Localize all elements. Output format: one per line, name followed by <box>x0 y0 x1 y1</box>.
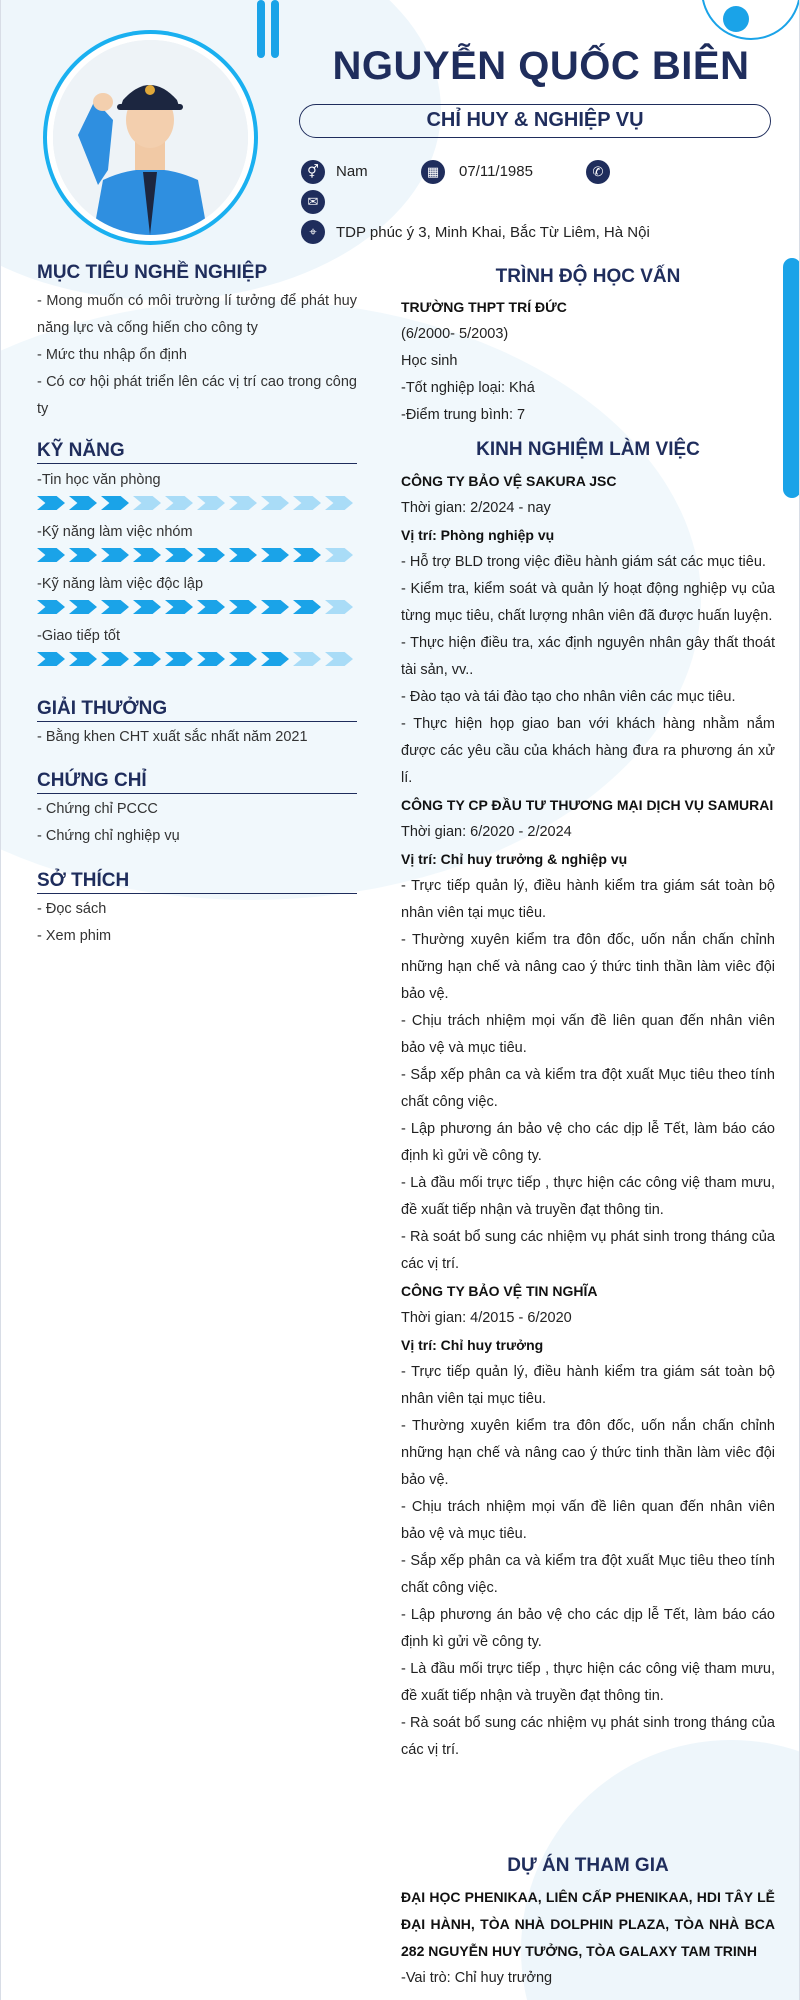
duty-item: - Thường xuyên kiểm tra đôn đốc, uốn nắn chấn chỉnh những hạn chế và nâng cao ý thức tinh thần làm viêc đội bảo vệ. <box>401 932 775 1002</box>
projects-section <box>401 1884 775 1992</box>
skill-level <box>37 652 357 670</box>
job-time: Thời gian: 6/2020 - 2/2024 <box>401 824 572 840</box>
skill-arrow-empty <box>293 652 321 666</box>
list-item: -Điểm trung bình: 7 <box>401 407 526 423</box>
duty-item: - Thực hiện họp giao ban với khách hàng nhằm nắm được các yêu cầu của khách hàng đưa ra phương án xử lí. <box>401 716 775 786</box>
experience-section <box>401 468 775 1764</box>
skill-arrow-filled <box>37 652 65 666</box>
skill-arrow-filled <box>293 548 321 562</box>
duty-item: - Thực hiện điều tra, xác định nguyên nhân gây thất thoát tài sản, vv.. <box>401 635 775 678</box>
hobbies-heading: SỞ THÍCH <box>37 870 357 894</box>
skill-arrow-filled <box>261 600 289 614</box>
certificates-heading: CHỨNG CHỈ <box>37 770 357 794</box>
project-role: -Vai trò: Chỉ huy trưởng <box>401 1970 553 1986</box>
skill-arrow-filled <box>197 600 225 614</box>
skill-arrow-filled <box>133 652 161 666</box>
skill-label: -Kỹ năng làm việc độc lập <box>37 576 204 592</box>
list-item: - Có cơ hội phát triển lên các vị trí cao trong công ty <box>37 374 357 417</box>
decor-bar <box>271 0 279 58</box>
duty-item: - Thường xuyên kiểm tra đôn đốc, uốn nắn chấn chỉnh những hạn chế và nâng cao ý thức tinh thần làm viêc đội bảo vệ. <box>401 1418 775 1488</box>
duty-item: - Rà soát bổ sung các nhiệm vụ phát sinh trong tháng của các vị trí. <box>401 1715 775 1758</box>
skill-label: -Kỹ năng làm việc nhóm <box>37 524 193 540</box>
list-item: - Chứng chỉ PCCC <box>37 801 158 817</box>
email-icon: ✉ <box>301 190 325 214</box>
skill-arrow-filled <box>229 600 257 614</box>
skill-arrow-empty <box>325 548 353 562</box>
list-item: - Mức thu nhập ổn định <box>37 347 187 363</box>
location-icon: ⌖ <box>301 220 325 244</box>
skill-arrow-filled <box>101 600 129 614</box>
list-item: - Xem phim <box>37 928 112 944</box>
avatar <box>47 34 254 241</box>
duty-item: - Trực tiếp quản lý, điều hành kiểm tra giám sát toàn bộ nhân viên tại mục tiêu. <box>401 1364 775 1407</box>
skill-arrow-filled <box>69 652 97 666</box>
skills-heading: KỸ NĂNG <box>37 440 357 464</box>
list-item: - Chứng chỉ nghiệp vụ <box>37 828 180 844</box>
objective-list <box>37 288 357 423</box>
duty-item: - Hỗ trợ BLD trong việc điều hành giám sát các mục tiêu. <box>401 554 766 570</box>
duty-item: - Chịu trách nhiệm mọi vấn đề liên quan đến nhân viên bảo vệ và mục tiêu. <box>401 1013 775 1056</box>
skill-arrow-empty <box>325 600 353 614</box>
projects-heading: DỰ ÁN THAM GIA <box>507 1855 669 1876</box>
skill-arrow-filled <box>261 548 289 562</box>
school-role: Học sinh <box>401 353 458 369</box>
skill-arrow-filled <box>69 600 97 614</box>
skill-arrow-filled <box>165 652 193 666</box>
decor-arc <box>701 0 800 40</box>
skill-arrow-filled <box>197 548 225 562</box>
list-item: -Tốt nghiệp loại: Khá <box>401 380 535 396</box>
guard-illustration <box>53 40 248 235</box>
skill-arrow-filled <box>69 496 97 510</box>
duty-item: - Kiểm tra, kiểm soát và quản lý hoạt động nghiệp vụ của từng mục tiêu, chất lượng nhân viên đã được huấn luyện. <box>401 581 775 624</box>
company-name: CÔNG TY BẢO VỆ SAKURA JSC <box>401 473 617 489</box>
project-name: ĐẠI HỌC PHENIKAA, LIÊN CẤP PHENIKAA, HDI TÂY LỄ ĐẠI HÀNH, TÒA NHÀ DOLPHIN PLAZA, TÒA NHÀ BCA 282 NGUYỄN HUY TƯỞNG, TÒA GALAXY TAM TRINH <box>401 1889 775 1959</box>
skill-arrow-empty <box>229 496 257 510</box>
company-name: CÔNG TY BẢO VỆ TIN NGHĨA <box>401 1283 598 1299</box>
skill-arrow-filled <box>165 548 193 562</box>
objective-heading: MỤC TIÊU NGHỀ NGHIỆP <box>37 262 268 283</box>
job-time: Thời gian: 4/2015 - 6/2020 <box>401 1310 572 1326</box>
skill-arrow-filled <box>261 652 289 666</box>
list-item: - Đọc sách <box>37 901 107 917</box>
skill-arrow-empty <box>197 496 225 510</box>
skill-arrow-filled <box>133 548 161 562</box>
skill-arrow-filled <box>101 496 129 510</box>
company-name: CÔNG TY CP ĐẦU TƯ THƯƠNG MẠI DỊCH VỤ SAMURAI <box>401 797 774 813</box>
skill-arrow-filled <box>37 496 65 510</box>
awards-list <box>37 724 357 751</box>
certificates-list <box>37 796 357 850</box>
gender-value: Nam <box>336 163 368 180</box>
skill-arrow-empty <box>165 496 193 510</box>
skill-arrow-filled <box>229 652 257 666</box>
duty-item: - Sắp xếp phân ca và kiểm tra đột xuất Mục tiêu theo tính chất công việc. <box>401 1067 775 1110</box>
hobbies-list <box>37 896 357 950</box>
duty-item: - Đào tạo và tái đào tạo cho nhân viên các mục tiêu. <box>401 689 736 705</box>
calendar-icon: ▦ <box>421 160 445 184</box>
skill-arrow-filled <box>133 600 161 614</box>
avatar-image <box>53 40 248 235</box>
skill-level <box>37 548 357 566</box>
skill-arrow-filled <box>229 548 257 562</box>
list-item: - Bằng khen CHT xuất sắc nhất năm 2021 <box>37 729 308 745</box>
skill-label: -Tin học văn phòng <box>37 472 161 488</box>
skill-arrow-filled <box>101 548 129 562</box>
duty-item: - Lập phương án bảo vệ cho các dịp lễ Tết, làm báo cáo định kì gửi về công ty. <box>401 1607 775 1650</box>
duty-item: - Sắp xếp phân ca và kiểm tra đột xuất Mục tiêu theo tính chất công việc. <box>401 1553 775 1596</box>
skill-arrow-filled <box>165 600 193 614</box>
decor-bar <box>783 258 800 498</box>
decor-bar <box>257 0 265 58</box>
skill-arrow-empty <box>133 496 161 510</box>
skill-arrow-empty <box>261 496 289 510</box>
education-section <box>401 294 775 429</box>
duty-item: - Là đầu mối trực tiếp , thực hiện các công việ tham mưu, đề xuất tiếp nhận và truyền đạt thông tin. <box>401 1661 775 1704</box>
awards-heading: GIẢI THƯỞNG <box>37 698 357 722</box>
experience-heading: KINH NGHIỆM LÀM VIỆC <box>476 439 700 460</box>
page-title: NGUYỄN QUỐC BIÊN <box>332 44 750 88</box>
job-position: Vị trí: Phòng nghiệp vụ <box>401 527 555 543</box>
job-position: Vị trí: Chỉ huy trưởng & nghiệp vụ <box>401 851 628 867</box>
skill-arrow-filled <box>37 548 65 562</box>
school-period: (6/2000- 5/2003) <box>401 326 509 342</box>
duty-item: - Rà soát bổ sung các nhiệm vụ phát sinh trong tháng của các vị trí. <box>401 1229 775 1272</box>
phone-icon: ✆ <box>586 160 610 184</box>
job-position: Vị trí: Chỉ huy trưởng <box>401 1337 544 1353</box>
skill-arrow-filled <box>293 600 321 614</box>
gender-icon: ⚥ <box>301 160 325 184</box>
position-title: CHỈ HUY & NGHIỆP VỤ <box>299 104 771 138</box>
skill-arrow-filled <box>197 652 225 666</box>
skill-item <box>37 624 357 670</box>
duty-item: - Là đầu mối trực tiếp , thực hiện các công việ tham mưu, đề xuất tiếp nhận và truyền đạt thông tin. <box>401 1175 775 1218</box>
skill-arrow-filled <box>37 600 65 614</box>
skill-arrow-empty <box>325 496 353 510</box>
skill-item <box>37 572 357 618</box>
skill-arrow-filled <box>69 548 97 562</box>
list-item: - Mong muốn có môi trường lí tưởng để phát huy năng lực và cống hiến cho công ty <box>37 293 357 336</box>
job-time: Thời gian: 2/2024 - nay <box>401 500 551 516</box>
skill-level <box>37 496 357 514</box>
skill-level <box>37 600 357 618</box>
school-name: TRƯỜNG THPT TRÍ ĐỨC <box>401 299 567 315</box>
skill-item <box>37 468 357 514</box>
skill-arrow-empty <box>293 496 321 510</box>
skill-item <box>37 520 357 566</box>
duty-item: - Trực tiếp quản lý, điều hành kiểm tra giám sát toàn bộ nhân viên tại mục tiêu. <box>401 878 775 921</box>
education-heading: TRÌNH ĐỘ HỌC VẤN <box>495 266 681 287</box>
address-value: TDP phúc ý 3, Minh Khai, Bắc Từ Liêm, Hà Nội <box>336 224 650 241</box>
skill-arrow-filled <box>101 652 129 666</box>
skill-label: -Giao tiếp tốt <box>37 628 121 644</box>
skills-list <box>37 468 357 676</box>
duty-item: - Lập phương án bảo vệ cho các dịp lễ Tết, làm báo cáo định kì gửi về công ty. <box>401 1121 775 1164</box>
dob-value: 07/11/1985 <box>459 163 533 180</box>
skill-arrow-empty <box>325 652 353 666</box>
duty-item: - Chịu trách nhiệm mọi vấn đề liên quan đến nhân viên bảo vệ và mục tiêu. <box>401 1499 775 1542</box>
